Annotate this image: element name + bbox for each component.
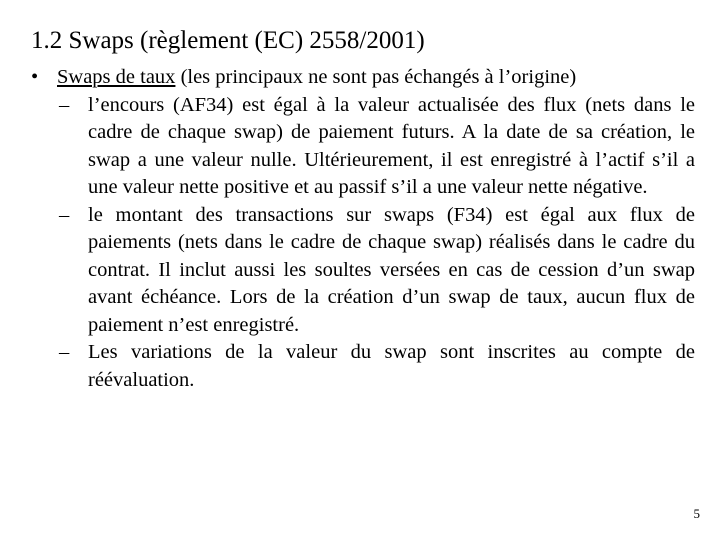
sub-bullet-list <box>31 92 695 395</box>
sub-bullet-text: Les variations de la valeur du swap sont inscrites au compte de réévaluation. <box>88 341 695 391</box>
slide-content <box>31 64 695 394</box>
sub-bullet-encours <box>31 92 695 202</box>
sub-bullet-transactions <box>31 202 695 340</box>
dash-icon: – <box>59 203 70 226</box>
bullet-icon: • <box>31 66 39 88</box>
page-number: 5 <box>693 506 700 521</box>
dash-icon: – <box>59 341 70 363</box>
sub-bullet-text: le montant des transactions sur swaps (F34) est égal aux flux de paiements (nets dans le cadre de chaque swap) réalisés dans le cadre du contrat. Il inclut aussi les soultes versées en cas de cession d’un swap avant échéance. Lors de la création d’un swap de taux, aucun flux de paiement n’est enregistré. <box>88 203 695 336</box>
dash-icon: – <box>59 93 70 116</box>
sub-bullet-variations <box>31 339 695 394</box>
bullet-text: (les principaux ne sont pas échangés à l’origine) <box>175 66 577 88</box>
slide-title: 1.2 Swaps (règlement (EC) 2558/2001) <box>31 27 425 54</box>
sub-bullet-text: l’encours (AF34) est égal à la valeur actualisée des flux (nets dans le cadre de chaque swap) de paiement futurs. A la date de sa création, le swap a une valeur nulle. Ultérieurement, il est enregistré à l’actif s’il a une valeur nette positive et au passif s’il a une valeur nette négative. <box>88 93 695 198</box>
bullet-swaps-de-taux <box>31 64 695 92</box>
bullet-lead-underlined: Swaps de taux <box>57 66 176 88</box>
